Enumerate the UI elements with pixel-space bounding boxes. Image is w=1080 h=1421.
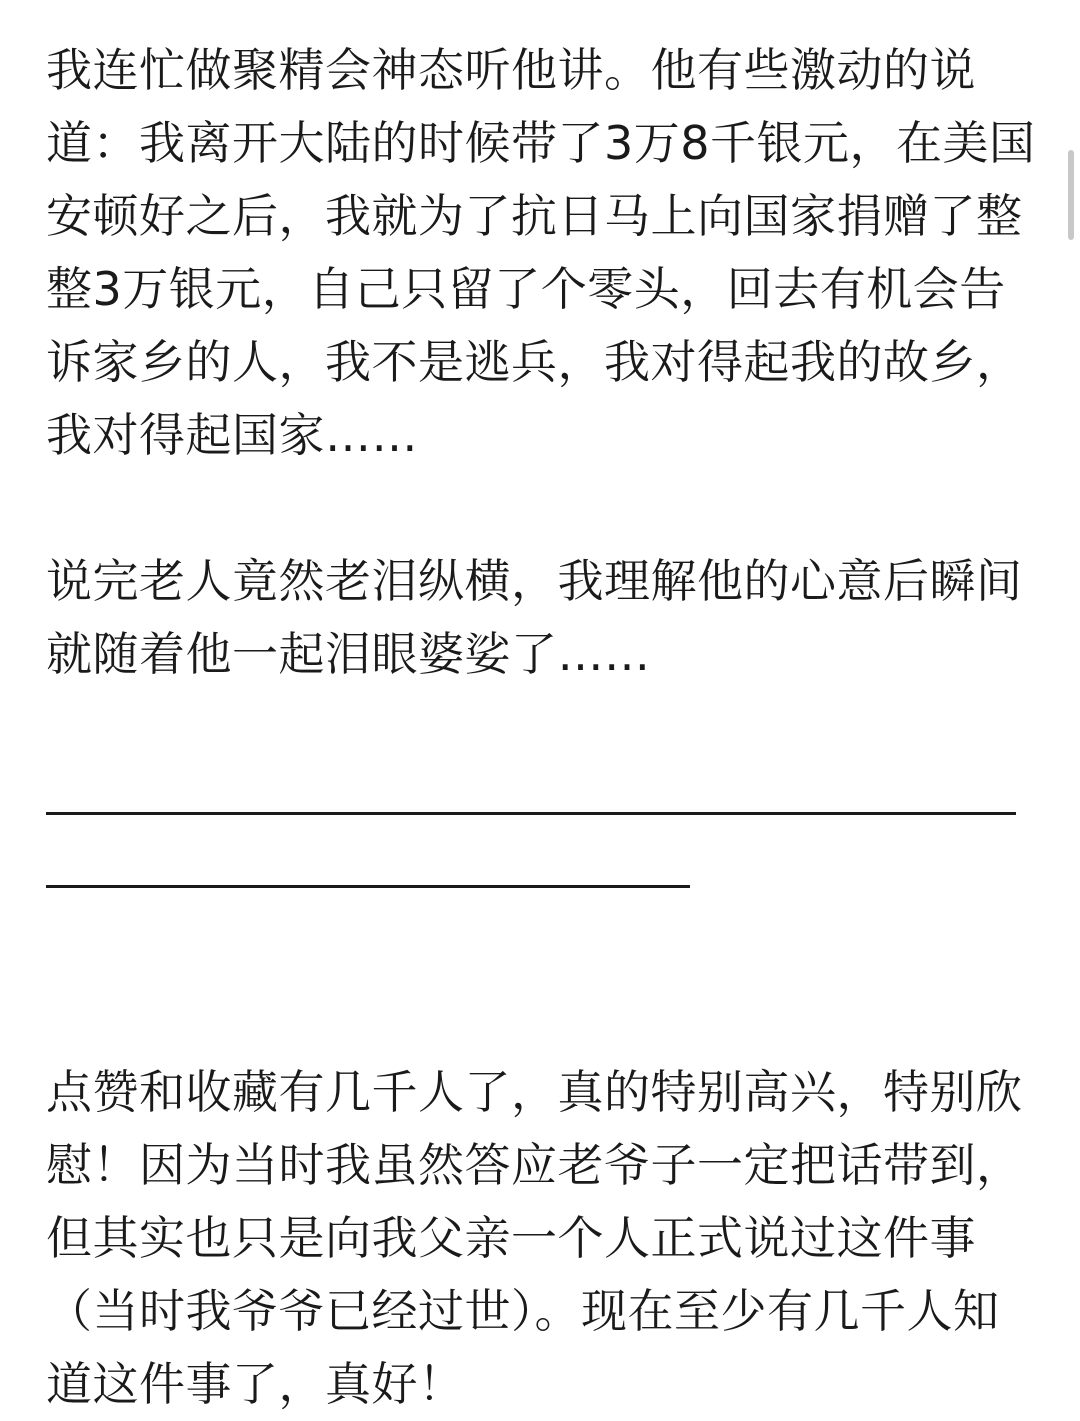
divider-line-2 (46, 885, 690, 888)
paragraph-3: 点赞和收藏有几千人了，真的特别高兴，特别欣慰！因为当时我虽然答应老爷子一定把话带到，但其实也只是向我父亲一个人正式说过这件事（当时我爷爷已经过世）。现在至少有几千人知道这件事了，真好！ (46, 1065, 1023, 1411)
section-divider (46, 764, 1036, 910)
paragraph-1: 我连忙做聚精会神态听他讲。他有些激动的说道：我离开大陆的时候带了3万8千银元，在美国安顿好之后，我就为了抗日马上向国家捐赠了整整3万银元，自己只留了个零头，回去有机会告诉家乡的人，我不是逃兵，我对得起我的故乡，我对得起国家…… (46, 43, 1036, 462)
paragraph-2: 说完老人竟然老泪纵横，我理解他的心意后瞬间就随着他一起泪眼婆娑了…… (46, 554, 1023, 681)
article-body (46, 34, 1036, 1421)
divider-line-1 (46, 812, 1016, 815)
scrollbar-thumb[interactable] (1068, 150, 1074, 240)
